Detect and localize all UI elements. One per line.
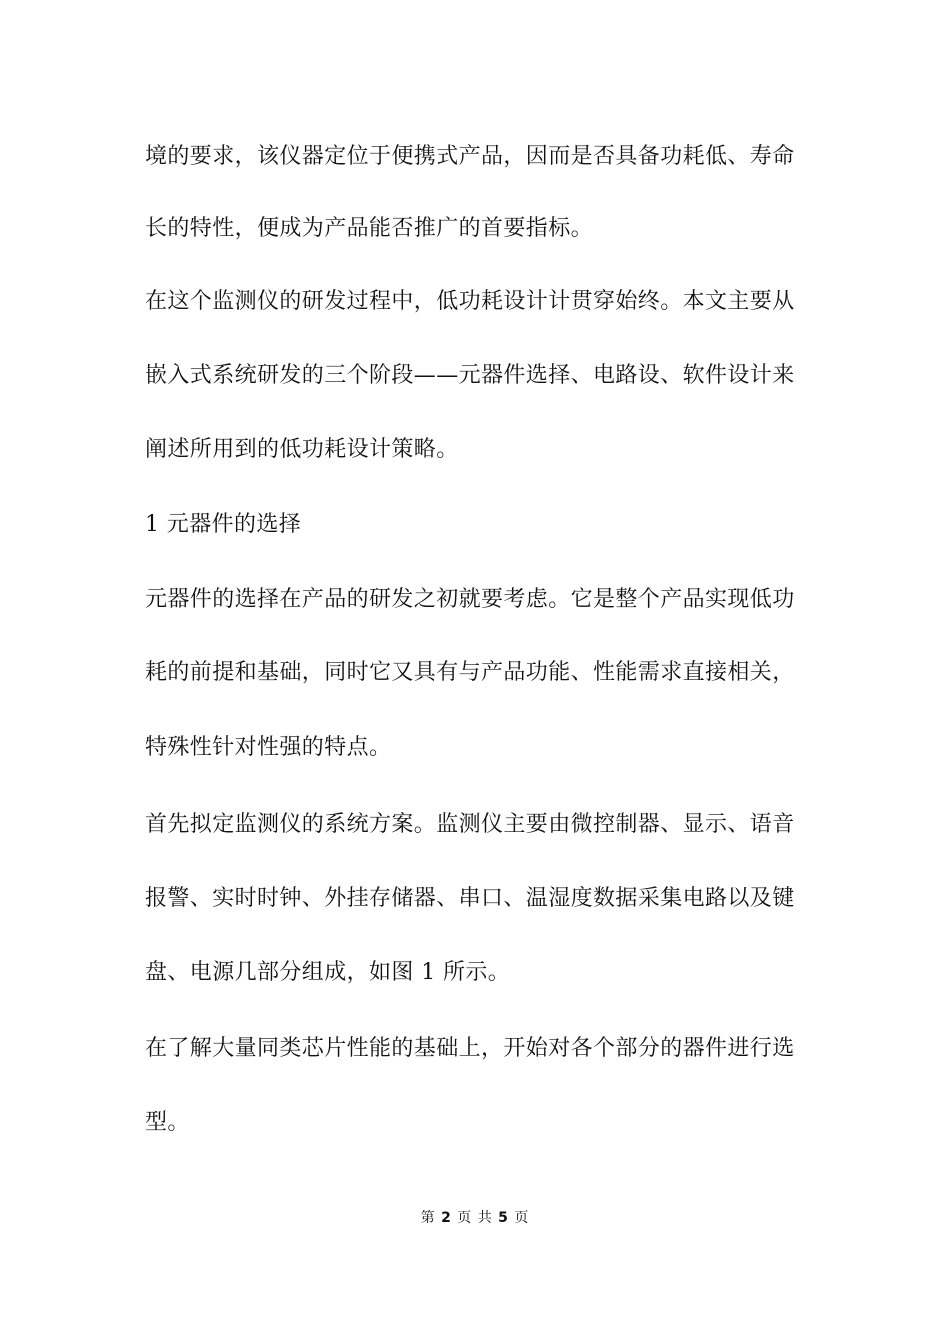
footer-prefix: 第: [420, 1210, 436, 1226]
total-page-number: 5: [498, 1210, 509, 1226]
text-line: 报警、实时时钟、外挂存储器、串口、温湿度数据采集电路以及键: [145, 886, 795, 911]
text-line: 嵌入式系统研发的三个阶段——元器件选择、电路设、软件设计来: [145, 363, 795, 388]
text-line: 阐述所用到的低功耗设计策略。: [145, 437, 459, 462]
text-line: 特殊性针对性强的特点。: [145, 735, 392, 760]
text-line: 盘、电源几部分组成，如图 1 所示。: [145, 960, 511, 985]
text-line: 型。: [145, 1110, 190, 1135]
text-line: 在了解大量同类芯片性能的基础上，开始对各个部分的器件进行选: [145, 1036, 795, 1061]
section-heading: 1 元器件的选择: [145, 512, 302, 537]
page-number-footer: [0, 1208, 950, 1228]
footer-middle: 页 共: [457, 1210, 493, 1226]
text-line: 长的特性，便成为产品能否推广的首要指标。: [145, 216, 594, 241]
current-page-number: 2: [441, 1210, 452, 1226]
text-line: 首先拟定监测仪的系统方案。监测仪主要由微控制器、显示、语音: [145, 812, 795, 837]
text-line: 耗的前提和基础，同时它又具有与产品功能、性能需求直接相关，: [145, 660, 795, 685]
text-line: 在这个监测仪的研发过程中，低功耗设计计贯穿始终。本文主要从: [145, 289, 795, 314]
footer-suffix: 页: [514, 1210, 530, 1226]
text-line: 元器件的选择在产品的研发之初就要考虑。它是整个产品实现低功: [145, 587, 795, 612]
text-line: 境的要求，该仪器定位于便携式产品，因而是否具备功耗低、寿命: [145, 144, 795, 169]
